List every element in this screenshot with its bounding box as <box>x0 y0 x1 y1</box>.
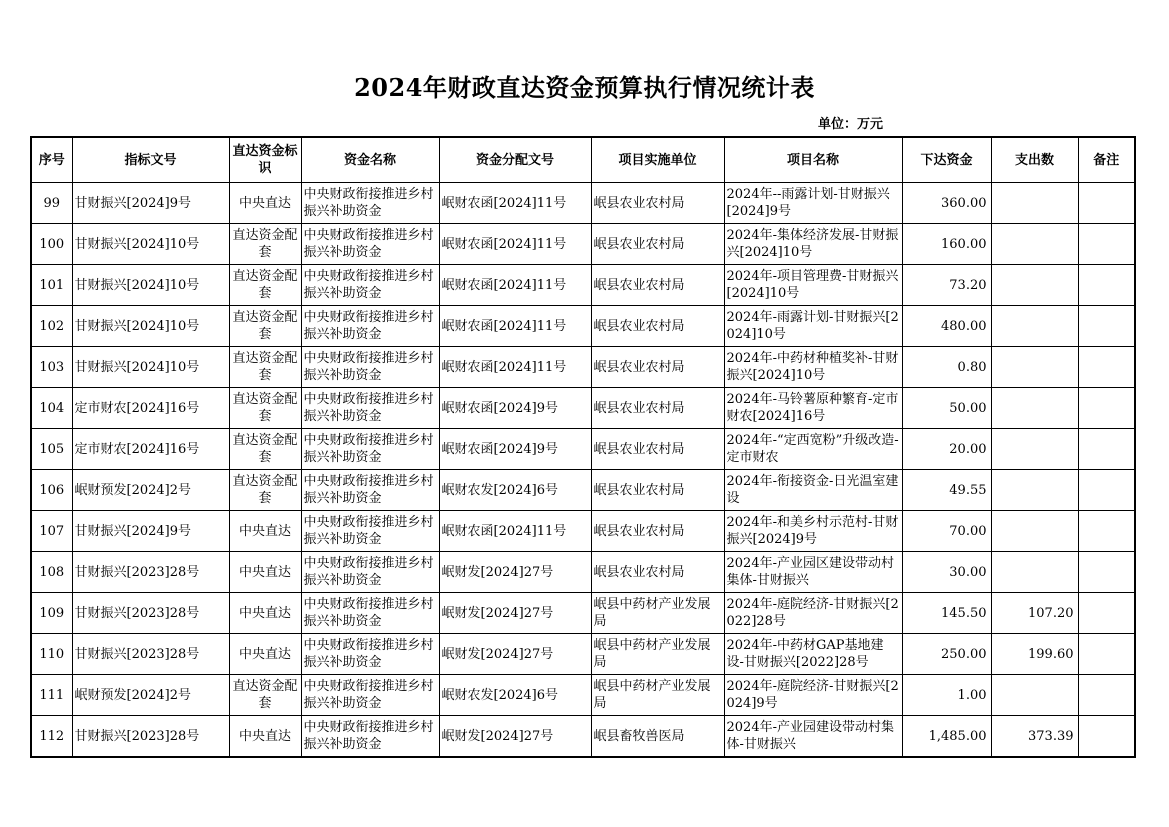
cell-unit: 岷县农业农村局 <box>591 552 724 593</box>
cell-doc: 定市财农[2024]16号 <box>72 429 229 470</box>
table-row <box>31 593 1135 634</box>
budget-table <box>30 136 1136 758</box>
header-amount: 下达资金 <box>902 137 991 183</box>
cell-amount: 250.00 <box>902 634 991 675</box>
cell-alloc: 岷财农函[2024]9号 <box>439 388 591 429</box>
cell-note <box>1078 634 1135 675</box>
table-row <box>31 306 1135 347</box>
cell-unit: 岷县农业农村局 <box>591 306 724 347</box>
cell-unit: 岷县农业农村局 <box>591 347 724 388</box>
cell-unit: 岷县农业农村局 <box>591 388 724 429</box>
cell-seq: 107 <box>31 511 72 552</box>
cell-doc: 岷财预发[2024]2号 <box>72 470 229 511</box>
cell-project: 2024年-庭院经济-甘财振兴[2024]9号 <box>724 675 902 716</box>
header-unit: 项目实施单位 <box>591 137 724 183</box>
cell-fund: 中央财政衔接推进乡村振兴补助资金 <box>301 470 439 511</box>
cell-flag: 直达资金配套 <box>229 388 301 429</box>
cell-alloc: 岷财农函[2024]11号 <box>439 183 591 224</box>
cell-spent <box>991 183 1078 224</box>
cell-alloc: 岷财农函[2024]11号 <box>439 224 591 265</box>
cell-fund: 中央财政衔接推进乡村振兴补助资金 <box>301 224 439 265</box>
cell-fund: 中央财政衔接推进乡村振兴补助资金 <box>301 347 439 388</box>
cell-amount: 20.00 <box>902 429 991 470</box>
cell-seq: 99 <box>31 183 72 224</box>
header-note: 备注 <box>1078 137 1135 183</box>
cell-flag: 直达资金配套 <box>229 224 301 265</box>
cell-fund: 中央财政衔接推进乡村振兴补助资金 <box>301 511 439 552</box>
cell-fund: 中央财政衔接推进乡村振兴补助资金 <box>301 306 439 347</box>
table-row <box>31 511 1135 552</box>
cell-spent: 373.39 <box>991 716 1078 758</box>
cell-doc: 甘财振兴[2024]9号 <box>72 511 229 552</box>
cell-project: 2024年-雨露计划-甘财振兴[2024]10号 <box>724 306 902 347</box>
cell-fund: 中央财政衔接推进乡村振兴补助资金 <box>301 183 439 224</box>
cell-project: 2024年-庭院经济-甘财振兴[2022]28号 <box>724 593 902 634</box>
cell-spent <box>991 552 1078 593</box>
header-seq: 序号 <box>31 137 72 183</box>
table-row <box>31 634 1135 675</box>
cell-note <box>1078 265 1135 306</box>
cell-alloc: 岷财农函[2024]11号 <box>439 347 591 388</box>
cell-flag: 直达资金配套 <box>229 429 301 470</box>
cell-alloc: 岷财农函[2024]9号 <box>439 429 591 470</box>
table-row <box>31 347 1135 388</box>
cell-flag: 中央直达 <box>229 634 301 675</box>
table-row <box>31 429 1135 470</box>
cell-fund: 中央财政衔接推进乡村振兴补助资金 <box>301 716 439 758</box>
cell-unit: 岷县农业农村局 <box>591 511 724 552</box>
cell-doc: 甘财振兴[2023]28号 <box>72 593 229 634</box>
header-spent: 支出数 <box>991 137 1078 183</box>
cell-amount: 50.00 <box>902 388 991 429</box>
cell-project: 2024年-产业园区建设带动村集体-甘财振兴 <box>724 552 902 593</box>
page-title: 2024年财政直达资金预算执行情况统计表 <box>354 73 815 102</box>
cell-seq: 112 <box>31 716 72 758</box>
table-row <box>31 388 1135 429</box>
cell-project: 2024年-集体经济发展-甘财振兴[2024]10号 <box>724 224 902 265</box>
cell-seq: 103 <box>31 347 72 388</box>
cell-amount: 49.55 <box>902 470 991 511</box>
header-fund: 资金名称 <box>301 137 439 183</box>
cell-seq: 102 <box>31 306 72 347</box>
cell-note <box>1078 388 1135 429</box>
cell-amount: 30.00 <box>902 552 991 593</box>
cell-spent <box>991 388 1078 429</box>
table-row <box>31 224 1135 265</box>
header-doc: 指标文号 <box>72 137 229 183</box>
cell-spent <box>991 306 1078 347</box>
cell-note <box>1078 511 1135 552</box>
cell-doc: 甘财振兴[2024]10号 <box>72 224 229 265</box>
cell-unit: 岷县农业农村局 <box>591 224 724 265</box>
cell-unit: 岷县中药材产业发展局 <box>591 593 724 634</box>
cell-note <box>1078 675 1135 716</box>
cell-fund: 中央财政衔接推进乡村振兴补助资金 <box>301 388 439 429</box>
cell-doc: 甘财振兴[2024]10号 <box>72 306 229 347</box>
cell-note <box>1078 224 1135 265</box>
cell-doc: 岷财预发[2024]2号 <box>72 675 229 716</box>
table-row <box>31 675 1135 716</box>
cell-fund: 中央财政衔接推进乡村振兴补助资金 <box>301 429 439 470</box>
cell-seq: 110 <box>31 634 72 675</box>
table-row <box>31 183 1135 224</box>
cell-flag: 中央直达 <box>229 183 301 224</box>
cell-amount: 145.50 <box>902 593 991 634</box>
cell-seq: 101 <box>31 265 72 306</box>
cell-amount: 480.00 <box>902 306 991 347</box>
cell-note <box>1078 593 1135 634</box>
cell-seq: 108 <box>31 552 72 593</box>
cell-project: 2024年-项目管理费-甘财振兴[2024]10号 <box>724 265 902 306</box>
cell-seq: 100 <box>31 224 72 265</box>
cell-project: 2024年-产业园建设带动村集体-甘财振兴 <box>724 716 902 758</box>
cell-note <box>1078 306 1135 347</box>
cell-amount: 1,485.00 <box>902 716 991 758</box>
cell-seq: 111 <box>31 675 72 716</box>
cell-unit: 岷县农业农村局 <box>591 470 724 511</box>
cell-note <box>1078 347 1135 388</box>
table-row <box>31 265 1135 306</box>
cell-spent <box>991 347 1078 388</box>
cell-spent <box>991 429 1078 470</box>
table-row <box>31 552 1135 593</box>
cell-spent <box>991 470 1078 511</box>
cell-unit: 岷县畜牧兽医局 <box>591 716 724 758</box>
cell-spent: 199.60 <box>991 634 1078 675</box>
cell-seq: 106 <box>31 470 72 511</box>
cell-alloc: 岷财发[2024]27号 <box>439 634 591 675</box>
cell-alloc: 岷财发[2024]27号 <box>439 716 591 758</box>
cell-project: 2024年-和美乡村示范村-甘财振兴[2024]9号 <box>724 511 902 552</box>
cell-flag: 直达资金配套 <box>229 470 301 511</box>
cell-doc: 甘财振兴[2024]9号 <box>72 183 229 224</box>
cell-doc: 甘财振兴[2023]28号 <box>72 634 229 675</box>
cell-alloc: 岷财农函[2024]11号 <box>439 511 591 552</box>
cell-alloc: 岷财发[2024]27号 <box>439 552 591 593</box>
cell-unit: 岷县中药材产业发展局 <box>591 634 724 675</box>
cell-flag: 直达资金配套 <box>229 306 301 347</box>
cell-note <box>1078 429 1135 470</box>
cell-alloc: 岷财发[2024]27号 <box>439 593 591 634</box>
cell-fund: 中央财政衔接推进乡村振兴补助资金 <box>301 265 439 306</box>
cell-doc: 定市财农[2024]16号 <box>72 388 229 429</box>
cell-fund: 中央财政衔接推进乡村振兴补助资金 <box>301 593 439 634</box>
cell-project: 2024年-中药材种植奖补-甘财振兴[2024]10号 <box>724 347 902 388</box>
cell-spent: 107.20 <box>991 593 1078 634</box>
cell-amount: 160.00 <box>902 224 991 265</box>
cell-doc: 甘财振兴[2023]28号 <box>72 716 229 758</box>
cell-fund: 中央财政衔接推进乡村振兴补助资金 <box>301 552 439 593</box>
cell-note <box>1078 552 1135 593</box>
cell-amount: 70.00 <box>902 511 991 552</box>
cell-amount: 0.80 <box>902 347 991 388</box>
header-row <box>31 137 1135 183</box>
cell-seq: 105 <box>31 429 72 470</box>
cell-project: 2024年-“定西宽粉”升级改造-定市财农 <box>724 429 902 470</box>
cell-seq: 104 <box>31 388 72 429</box>
cell-spent <box>991 265 1078 306</box>
cell-alloc: 岷财农发[2024]6号 <box>439 675 591 716</box>
cell-amount: 73.20 <box>902 265 991 306</box>
cell-doc: 甘财振兴[2024]10号 <box>72 265 229 306</box>
cell-doc: 甘财振兴[2024]10号 <box>72 347 229 388</box>
header-alloc: 资金分配文号 <box>439 137 591 183</box>
cell-note <box>1078 716 1135 758</box>
table-row <box>31 470 1135 511</box>
header-project: 项目名称 <box>724 137 902 183</box>
cell-flag: 直达资金配套 <box>229 675 301 716</box>
cell-unit: 岷县农业农村局 <box>591 265 724 306</box>
cell-flag: 中央直达 <box>229 511 301 552</box>
cell-note <box>1078 183 1135 224</box>
cell-flag: 中央直达 <box>229 593 301 634</box>
cell-flag: 直达资金配套 <box>229 265 301 306</box>
cell-spent <box>991 511 1078 552</box>
cell-unit: 岷县农业农村局 <box>591 429 724 470</box>
cell-alloc: 岷财农函[2024]11号 <box>439 306 591 347</box>
cell-amount: 1.00 <box>902 675 991 716</box>
cell-doc: 甘财振兴[2023]28号 <box>72 552 229 593</box>
cell-project: 2024年--雨露计划-甘财振兴[2024]9号 <box>724 183 902 224</box>
cell-unit: 岷县中药材产业发展局 <box>591 675 724 716</box>
cell-project: 2024年-中药材GAP基地建设-甘财振兴[2022]28号 <box>724 634 902 675</box>
header-flag: 直达资金标识 <box>229 137 301 183</box>
cell-seq: 109 <box>31 593 72 634</box>
unit-label: 单位：万元 <box>818 117 884 132</box>
cell-fund: 中央财政衔接推进乡村振兴补助资金 <box>301 634 439 675</box>
cell-flag: 中央直达 <box>229 552 301 593</box>
cell-spent <box>991 224 1078 265</box>
cell-alloc: 岷财农函[2024]11号 <box>439 265 591 306</box>
cell-note <box>1078 470 1135 511</box>
cell-alloc: 岷财农发[2024]6号 <box>439 470 591 511</box>
cell-unit: 岷县农业农村局 <box>591 183 724 224</box>
cell-spent <box>991 675 1078 716</box>
cell-flag: 中央直达 <box>229 716 301 758</box>
cell-amount: 360.00 <box>902 183 991 224</box>
cell-project: 2024年-马铃薯原种繁育-定市财农[2024]16号 <box>724 388 902 429</box>
table-row <box>31 716 1135 758</box>
cell-fund: 中央财政衔接推进乡村振兴补助资金 <box>301 675 439 716</box>
cell-flag: 直达资金配套 <box>229 347 301 388</box>
cell-project: 2024年-衔接资金-日光温室建设 <box>724 470 902 511</box>
